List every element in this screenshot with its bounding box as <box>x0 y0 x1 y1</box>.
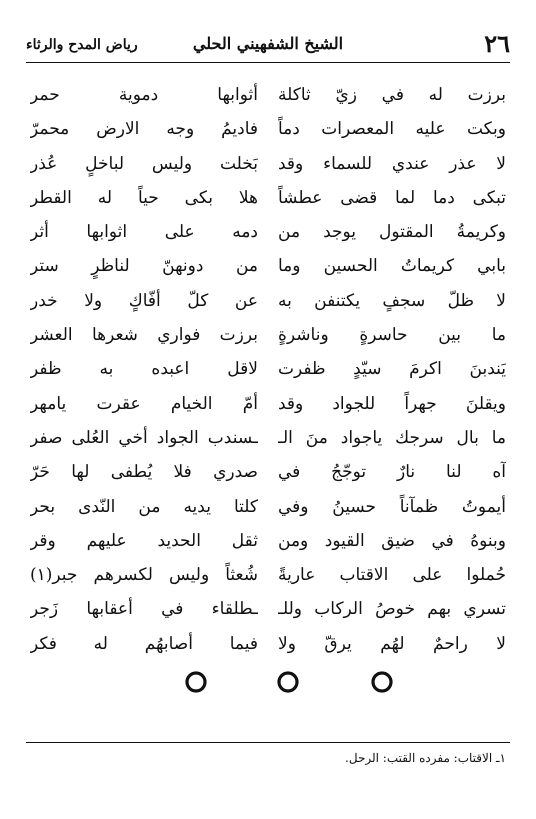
verse-line <box>30 354 506 388</box>
first-hemistich: تبكى دما لما قضى عطشاً <box>278 187 506 208</box>
verse-line <box>30 320 506 354</box>
verse-line <box>30 251 506 285</box>
ornament-circle-icon <box>184 670 208 694</box>
second-hemistich: شُعثاً وليس لكسرهم جبر(١) <box>30 565 258 586</box>
second-hemistich: من دونهنّ لناظرٍ ستر <box>30 256 258 277</box>
second-hemistich: ثقل الحديد عليهم وقر <box>30 530 258 551</box>
first-hemistich: آه لنا نارٌ توجّجُ في <box>278 462 506 483</box>
verse-line <box>30 389 506 423</box>
second-hemistich: فيما أصابهُم له فكر <box>30 633 258 654</box>
first-hemistich: وبكت عليه المعصرات دماً <box>278 119 506 140</box>
poem <box>30 80 506 663</box>
verse-line <box>30 217 506 251</box>
second-hemistich: أمّ الخيام عقرت يامهر <box>30 393 258 414</box>
page-header <box>26 30 510 64</box>
second-hemistich: دمه على اثوابها أثر <box>30 222 258 243</box>
verse-line <box>30 560 506 594</box>
verse-line <box>30 526 506 560</box>
verse-line <box>30 594 506 628</box>
first-hemistich: وبنوهُ في ضيق القيود ومن <box>278 530 506 551</box>
verse-line <box>30 183 506 217</box>
second-hemistich: لاقل اعبده به ظفر <box>30 359 258 380</box>
first-hemistich: وكريمةُ المقتول يوجد من <box>278 222 506 243</box>
footnote-rule <box>26 742 510 743</box>
verse-line <box>30 286 506 320</box>
second-hemistich: ـسندب الجواد أخي العُلى صفر <box>30 427 258 448</box>
verse-line <box>30 457 506 491</box>
section-title: رياض المدح والرثاء <box>26 37 138 53</box>
verse-line <box>30 629 506 663</box>
ornament-circle-icon <box>370 670 394 694</box>
second-hemistich: صدري فلا يُطفى لها حَرّ <box>30 462 258 483</box>
footnote: ١ـ الاقتاب: مفرده القتب: الرحل. <box>345 751 506 765</box>
first-hemistich: لا عذر عندي للسماء وقد <box>278 153 506 174</box>
first-hemistich: بابي كريماتُ الحسين وما <box>278 256 506 277</box>
second-hemistich: ـطلقاء في أعقابها زَجر <box>30 599 258 620</box>
first-hemistich: برزت له في زيّ ثاكلة <box>278 85 506 105</box>
first-hemistich: لا ظلّ سجفٍ يكتنفن به <box>278 290 506 311</box>
verse-line <box>30 80 506 114</box>
page-number: ٢٦ <box>484 29 510 58</box>
first-hemistich: يَندبنَ اكرمَ سيّدٍ ظفرت <box>278 359 506 380</box>
first-hemistich: ويقلنَ جهراً للجواد وقد <box>278 393 506 414</box>
section-ornaments <box>0 670 536 700</box>
second-hemistich: برزت فواري شعرها العشر <box>30 325 258 346</box>
second-hemistich: عن كلّ أفّاكٍ ولا خدر <box>30 290 258 311</box>
first-hemistich: ما بين حاسرةٍ وناشرةٍ <box>278 325 506 346</box>
book-title: الشيخ الشفهيني الحلي <box>192 34 344 53</box>
first-hemistich: أيموتُ ظمآناً حسينُ وفي <box>278 496 506 517</box>
second-hemistich: أثوابها دموية حمر <box>30 85 258 105</box>
second-hemistich: هلا بكى حياً له القطر <box>30 187 258 208</box>
first-hemistich: حُملوا على الاقتاب عاريةً <box>278 565 506 586</box>
ornament-circle-icon <box>276 670 300 694</box>
first-hemistich: لا راحمٌ لهُم يرقّ ولا <box>278 633 506 654</box>
first-hemistich: تسري بهم خوصُ الركاب وللـ <box>278 599 506 620</box>
verse-line <box>30 114 506 148</box>
verse-line <box>30 149 506 183</box>
first-hemistich: ما بال سرجك ياجواد منَ الـ <box>278 427 506 448</box>
second-hemistich: فاديمُ وجه الارض محمرّ <box>30 119 258 140</box>
verse-line <box>30 423 506 457</box>
verse-line <box>30 492 506 526</box>
second-hemistich: بَخلت وليس لباخلٍ عُذر <box>30 153 258 174</box>
header-rule <box>26 62 510 63</box>
second-hemistich: كلتا يديه من النّدى بحر <box>30 496 258 517</box>
